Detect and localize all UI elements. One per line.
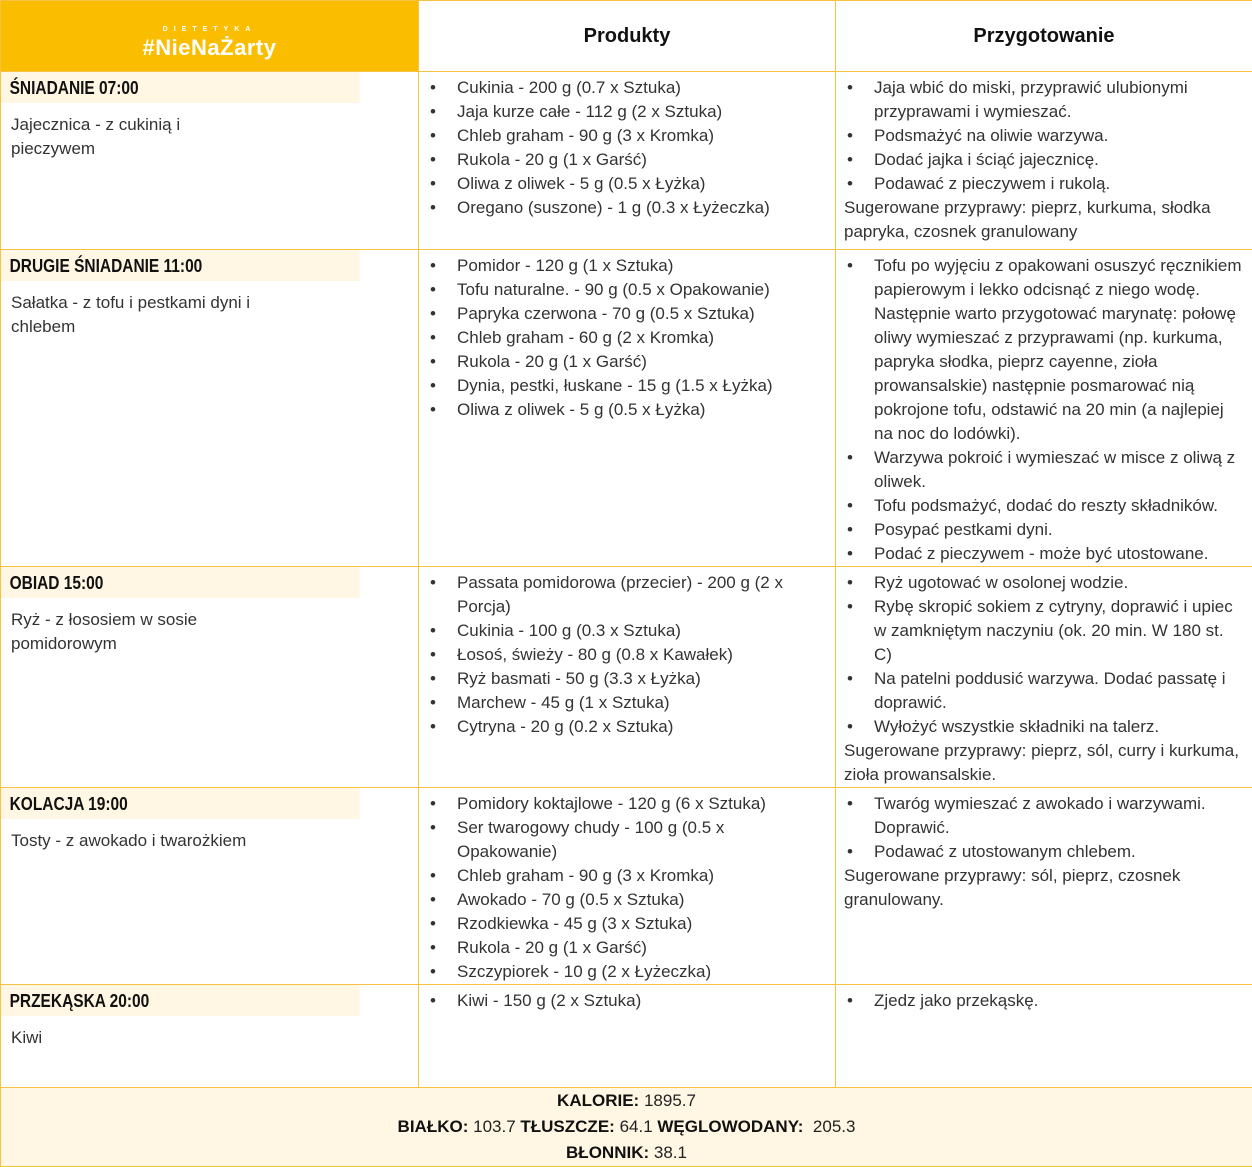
product-item: • Oregano (suszone) - 1 g (0.3 x Łyżeczka) — [427, 196, 829, 220]
logo-subtitle: DIETETYKA — [1, 26, 418, 33]
product-item: • Tofu naturalne. - 90 g (0.5 x Opakowanie) — [427, 278, 829, 302]
preparation-header: Przygotowanie — [836, 1, 1252, 72]
products-header: Produkty — [419, 1, 836, 72]
fat-label: TŁUSZCZE: — [520, 1117, 614, 1136]
meal-preparation — [836, 72, 1252, 250]
logo — [1, 1, 419, 72]
step-item: • Twaróg wymieszać z awokado i warzywami. Doprawić. — [844, 792, 1246, 840]
spices-note: Sugerowane przyprawy: pieprz, kurkuma, słodka papryka, czosnek granulowany — [836, 196, 1252, 244]
calories-value: 1895.7 — [644, 1091, 696, 1110]
nutrition-summary — [1, 1088, 1252, 1167]
protein-label: BIAŁKO: — [398, 1117, 469, 1136]
product-item: • Chleb graham - 90 g (3 x Kromka) — [427, 864, 829, 888]
product-item: • Cukinia - 100 g (0.3 x Sztuka) — [427, 619, 829, 643]
meal-description: Tosty - z awokado i twarożkiem — [1, 819, 271, 853]
step-item: • Podać z pieczywem - może być utostowane. — [844, 542, 1246, 566]
meal-products — [419, 985, 836, 1088]
logo-title: #NieNaŻarty — [1, 35, 418, 61]
meal-row — [1, 788, 1252, 985]
product-item: • Jaja kurze całe - 112 g (2 x Sztuka) — [427, 100, 829, 124]
macros-line — [1, 1114, 1252, 1140]
meal-products — [419, 567, 836, 788]
meal-title: DRUGIE ŚNIADANIE 11:00 — [1, 250, 360, 281]
meal-products — [419, 788, 836, 985]
table-header-row — [1, 1, 1252, 72]
meal-row — [1, 250, 1252, 567]
carbs-label: WĘGLOWODANY: — [657, 1117, 803, 1136]
calories-line — [1, 1088, 1252, 1114]
product-item: • Rukola - 20 g (1 x Garść) — [427, 350, 829, 374]
meal-row — [1, 72, 1252, 250]
step-item: • Podawać z utostowanym chlebem. — [844, 840, 1246, 864]
summary-row — [1, 1088, 1252, 1167]
fat-value: 64.1 — [620, 1117, 653, 1136]
product-item: • Kiwi - 150 g (2 x Sztuka) — [427, 989, 829, 1013]
meal-preparation — [836, 788, 1252, 985]
product-item: • Szczypiorek - 10 g (2 x Łyżeczka) — [427, 960, 829, 984]
spices-note: Sugerowane przyprawy: sól, pieprz, czosnek granulowany. — [836, 864, 1252, 912]
meal-products — [419, 250, 836, 567]
meal-title: ŚNIADANIE 07:00 — [1, 72, 360, 103]
product-item: • Rukola - 20 g (1 x Garść) — [427, 936, 829, 960]
meal-info — [1, 985, 419, 1088]
product-item: • Cytryna - 20 g (0.2 x Sztuka) — [427, 715, 829, 739]
product-item: • Pomidor - 120 g (1 x Sztuka) — [427, 254, 829, 278]
step-item: • Ryż ugotować w osolonej wodzie. — [844, 571, 1246, 595]
step-item: • Podsmażyć na oliwie warzywa. — [844, 124, 1246, 148]
product-item: • Ser twarogowy chudy - 100 g (0.5 x Opakowanie) — [427, 816, 829, 864]
meal-title: KOLACJA 19:00 — [1, 788, 360, 819]
spices-note: Sugerowane przyprawy: pieprz, sól, curry i kurkuma, zioła prowansalskie. — [836, 739, 1252, 787]
product-item: • Papryka czerwona - 70 g (0.5 x Sztuka) — [427, 302, 829, 326]
product-item: • Rzodkiewka - 45 g (3 x Sztuka) — [427, 912, 829, 936]
meal-info — [1, 250, 419, 567]
meal-description: Sałatka - z tofu i pestkami dyni i chlebem — [1, 281, 271, 339]
step-item: • Rybę skropić sokiem z cytryny, doprawić i upiec w zamkniętym naczyniu (ok. 20 min. W 180 st. C) — [844, 595, 1246, 667]
product-item: • Pomidory koktajlowe - 120 g (6 x Sztuka) — [427, 792, 829, 816]
product-item: • Oliwa z oliwek - 5 g (0.5 x Łyżka) — [427, 398, 829, 422]
product-item: • Oliwa z oliwek - 5 g (0.5 x Łyżka) — [427, 172, 829, 196]
product-item: • Łosoś, świeży - 80 g (0.8 x Kawałek) — [427, 643, 829, 667]
step-item: • Warzywa pokroić i wymieszać w misce z oliwą z oliwek. — [844, 446, 1246, 494]
meal-title: PRZEKĄSKA 20:00 — [1, 985, 360, 1016]
product-item: • Chleb graham - 90 g (3 x Kromka) — [427, 124, 829, 148]
meal-row — [1, 985, 1252, 1088]
meal-description: Ryż - z łososiem w sosie pomidorowym — [1, 598, 271, 656]
meal-preparation — [836, 250, 1252, 567]
product-item: • Ryż basmati - 50 g (3.3 x Łyżka) — [427, 667, 829, 691]
product-item: • Cukinia - 200 g (0.7 x Sztuka) — [427, 76, 829, 100]
step-item: • Zjedz jako przekąskę. — [844, 989, 1246, 1013]
product-item: • Rukola - 20 g (1 x Garść) — [427, 148, 829, 172]
meal-description: Kiwi — [1, 1016, 271, 1050]
step-item: • Posypać pestkami dyni. — [844, 518, 1246, 542]
fiber-value: 38.1 — [654, 1143, 687, 1162]
step-item: • Na patelni poddusić warzywa. Dodać passatę i doprawić. — [844, 667, 1246, 715]
meal-products — [419, 72, 836, 250]
step-item: • Dodać jajka i ściąć jajecznicę. — [844, 148, 1246, 172]
step-item: • Jaja wbić do miski, przyprawić ulubionymi przyprawami i wymieszać. — [844, 76, 1246, 124]
step-item: • Tofu po wyjęciu z opakowani osuszyć ręcznikiem papierowym i lekko odcisnąć z niego wodę. Następnie warto przygotować marynatę: połowę oliwy wymieszać z przyprawami (np. kurkuma, papryka słodka, pieprz cayenne, zioła prowansalskie) następnie posmarować nią pokrojone tofu, odstawić na 20 min (a najlepiej na noc do lodówki). — [844, 254, 1246, 446]
meal-preparation — [836, 985, 1252, 1088]
product-item: • Dynia, pestki, łuskane - 15 g (1.5 x Łyżka) — [427, 374, 829, 398]
meal-description: Jajecznica - z cukinią i pieczywem — [1, 103, 271, 161]
fiber-label: BŁONNIK: — [566, 1143, 649, 1162]
meal-row — [1, 567, 1252, 788]
product-item: • Awokado - 70 g (0.5 x Sztuka) — [427, 888, 829, 912]
meal-info — [1, 788, 419, 985]
meal-info — [1, 72, 419, 250]
product-item: • Marchew - 45 g (1 x Sztuka) — [427, 691, 829, 715]
product-item: • Passata pomidorowa (przecier) - 200 g (2 x Porcja) — [427, 571, 829, 619]
meal-preparation — [836, 567, 1252, 788]
step-item: • Tofu podsmażyć, dodać do reszty składników. — [844, 494, 1246, 518]
step-item: • Wyłożyć wszystkie składniki na talerz. — [844, 715, 1246, 739]
step-item: • Podawać z pieczywem i rukolą. — [844, 172, 1246, 196]
protein-value: 103.7 — [473, 1117, 516, 1136]
fiber-line — [1, 1140, 1252, 1166]
meal-title: OBIAD 15:00 — [1, 567, 360, 598]
carbs-value: 205.3 — [813, 1117, 856, 1136]
calories-label: KALORIE: — [557, 1091, 639, 1110]
product-item: • Chleb graham - 60 g (2 x Kromka) — [427, 326, 829, 350]
meal-info — [1, 567, 419, 788]
